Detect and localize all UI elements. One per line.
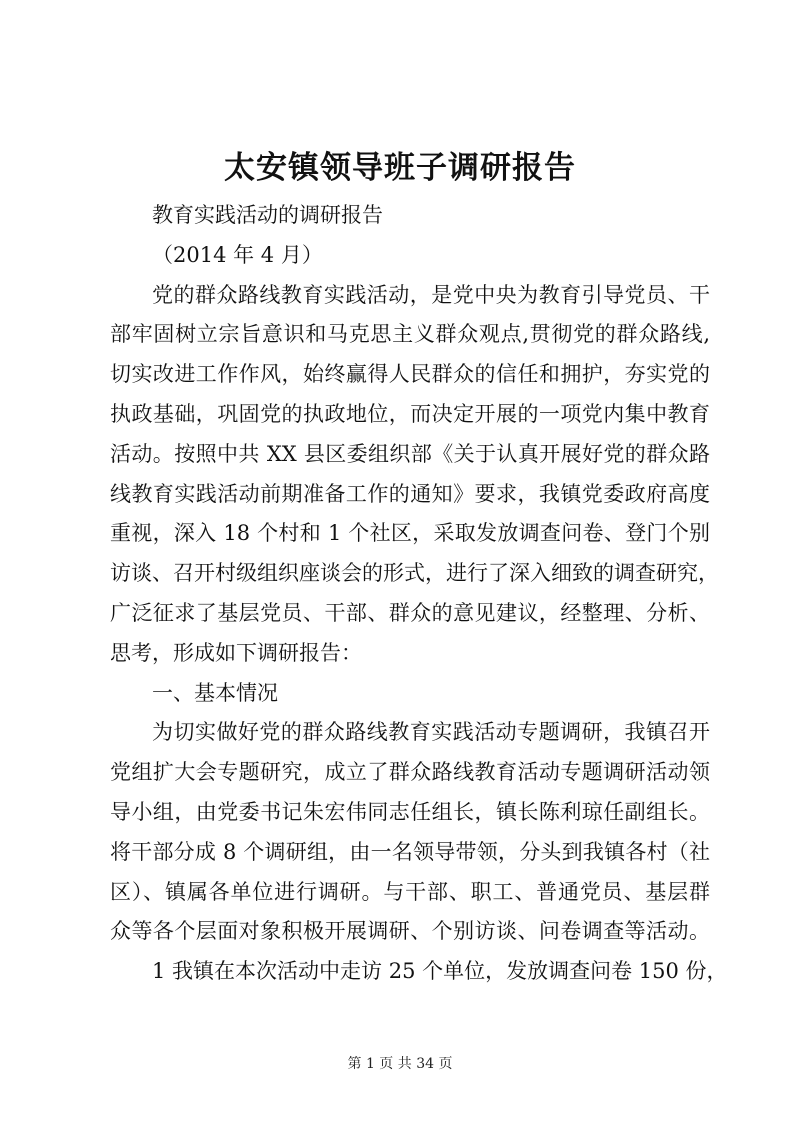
text-line: 将干部分成 8 个调研组，由一名领导带领，分头到我镇各村（社 bbox=[110, 839, 710, 864]
text-line: 活动。按照中共 XX 县区委组织部《关于认真开展好党的群众路 bbox=[110, 441, 710, 466]
text-line: 众等各个层面对象积极开展调研、个别访谈、问卷调查等活动。 bbox=[110, 919, 710, 944]
page-footer: 第 1 页 共 34 页 bbox=[347, 1056, 453, 1072]
text-line: 思考，形成如下调研报告： bbox=[110, 640, 362, 665]
text-line: 重视，深入 18 个村和 1 个社区，采取发放调查问卷、登门个别 bbox=[110, 521, 710, 546]
text-line: 执政基础，巩固党的执政地位，而决定开展的一项党内集中教育 bbox=[110, 401, 710, 426]
text-line: 教育实践活动的调研报告 bbox=[152, 203, 383, 227]
text-line: 1 我镇在本次活动中走访 25 个单位，发放调查问卷 150 份， bbox=[152, 959, 728, 984]
text-line: 党组扩大会专题研究，成立了群众路线教育活动专题调研活动领 bbox=[110, 760, 710, 785]
document-body bbox=[110, 196, 728, 992]
text-line: 部牢固树立宗旨意识和马克思主义群众观点,贯彻党的群众路线, bbox=[110, 322, 710, 347]
text-line: 导小组，由党委书记朱宏伟同志任组长，镇长陈利琼任副组长。 bbox=[110, 799, 710, 824]
text-line: 一、基本情况 bbox=[152, 680, 278, 705]
text-line: 为切实做好党的群众路线教育实践活动专题调研，我镇召开 bbox=[152, 720, 710, 745]
text-line: 区）、镇属各单位进行调研。与干部、职工、普通党员、基层群 bbox=[110, 879, 710, 904]
text-line: 访谈、召开村级组织座谈会的形式，进行了深入细致的调查研究， bbox=[110, 561, 719, 586]
document-title: 太安镇领导班子调研报告 bbox=[224, 150, 576, 186]
text-line: 切实改进工作作风，始终赢得人民群众的信任和拥护，夯实党的 bbox=[110, 362, 710, 387]
text-line: 线教育实践活动前期准备工作的通知》要求，我镇党委政府高度 bbox=[110, 481, 710, 506]
text-line: （2014 年 4 月） bbox=[152, 242, 323, 267]
text-line: 党的群众路线教育实践活动，是党中央为教育引导党员、干 bbox=[152, 282, 710, 307]
text-line: 广泛征求了基层党员、干部、群众的意见建议，经整理、分析、 bbox=[110, 600, 710, 625]
